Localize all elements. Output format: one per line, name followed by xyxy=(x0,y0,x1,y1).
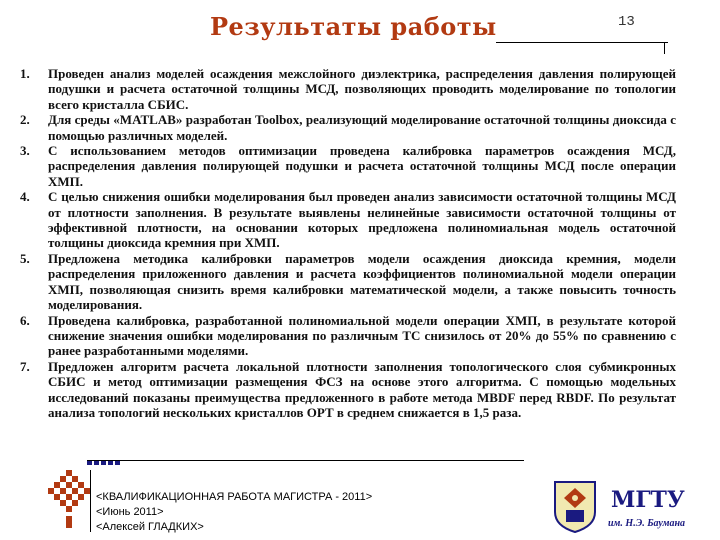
item-number: 5. xyxy=(20,250,30,266)
item-number: 2. xyxy=(20,112,30,128)
item-number: 7. xyxy=(20,358,30,374)
footer-date: <Июнь 2011> xyxy=(96,506,164,518)
item-text: Предложен алгоритм расчета локальной плотности заполнения топологического слоя субмикронных СБИС и метод оптимизации размещения ФСЗ на основе этого алгоритма. С помощью модельных исследований показаны преимущества предложенного в работе метода MBDF перед RBDF. По результат анализа топологий нескольких кристаллов ОРТ в среднем снижается в 1,5 раза. xyxy=(48,358,676,420)
footer-work-title: <КВАЛИФИКАЦИОННАЯ РАБОТА МАГИСТРА - 2011> xyxy=(96,491,373,503)
item-text: С использованием методов оптимизации проведена калибровка параметров осаждения МСД, распределения давления полирующей подушки и расчета остаточной толщины МСД после операции ХМП. xyxy=(48,143,676,189)
university-name: МГТУ xyxy=(611,487,685,513)
university-subtitle: им. Н.Э. Баумана xyxy=(608,518,686,529)
item-number: 1. xyxy=(20,66,30,81)
list-item xyxy=(20,112,676,143)
footer-text xyxy=(96,490,372,535)
item-text: С целью снижения ошибки моделирования был проведен анализ зависимости остаточной толщины МСД от плотности заполнения. В результате выявлены нелинейные зависимости остаточной толщины от эффективной плотности, на основании которых предложена полиномиальная модель остаточной толщины диоксида кремния при ХМП. xyxy=(48,189,676,251)
title-underline xyxy=(496,42,668,43)
item-text: Для среды «MATLAB» разработан Toolbox, реализующий моделирование остаточной толщины диоксида с помощью различных моделей. xyxy=(48,112,676,143)
item-text: Проведена калибровка, разработанной полиномиальной модели операции ХМП, в результате которой снижение значения ошибки моделирования по различным ТС снизилось от 20% до 55% по сравнению с ранее разработанными моделями. xyxy=(48,312,676,359)
item-number: 6. xyxy=(20,312,30,328)
list-item xyxy=(20,189,676,251)
list-item xyxy=(20,313,676,359)
university-emblem-icon xyxy=(550,478,600,534)
page-number: 13 xyxy=(618,14,635,30)
slide-title: Результаты работы xyxy=(210,12,497,41)
list-item xyxy=(20,143,676,189)
item-text: Предложена методика калибровки параметров модели осаждения диоксида кремния, модели распределения приложенного давления и расчета коэффициентов полиномиальной модели операции ХМП, позволяющая снизить время калибровки математической модели, а также повысить точность моделирования. xyxy=(48,250,676,313)
footer-divider xyxy=(87,460,524,461)
footer-author: <Алексей ГЛАДКИХ> xyxy=(96,521,204,533)
title-tick xyxy=(664,42,665,54)
list-item xyxy=(20,251,676,313)
list-item xyxy=(20,66,676,112)
results-list xyxy=(20,66,676,420)
ornament-logo-icon xyxy=(42,464,96,534)
item-number: 3. xyxy=(20,143,30,159)
item-number: 4. xyxy=(20,189,30,205)
item-text: Проведен анализ моделей осаждения межслойного диэлектрика, распределения давления полирующей подушки и расчета остаточной толщины МСД, позволяющих проводить моделирование по топологии всего кристалла СБИС. xyxy=(48,66,676,112)
list-item xyxy=(20,359,676,421)
